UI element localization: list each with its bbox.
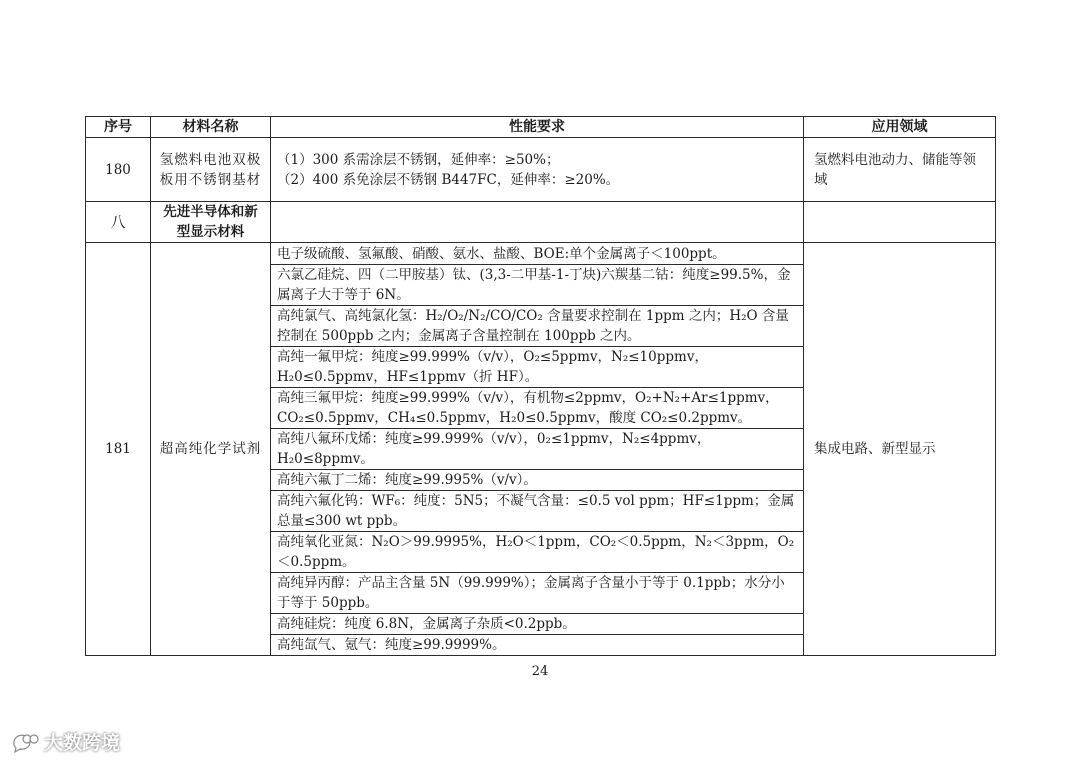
row-180-requirement: （1）300 系需涂层不锈钢，延伸率：≥50%； xyxy=(277,151,560,168)
page-number: 24 xyxy=(531,664,549,679)
header-performance: 性能要求 xyxy=(271,117,804,138)
row-180-material: 氢燃料电池双极板用不锈钢基材 xyxy=(151,138,271,202)
header-application: 应用领域 xyxy=(804,117,996,138)
requirements-table xyxy=(85,116,996,656)
row-181-application: 集成电路、新型显示 xyxy=(804,243,996,656)
row-181-requirement: 高纯六氟化钨：WF₆：纯度：5N5；不凝气含量：≤0.5 vol ppm；HF≤1ppm；金属总量≤300 wt ppb。 xyxy=(271,491,804,532)
row-181-requirement: 高纯八氟环戊烯：纯度≥99.999%（v/v），0₂≤1ppmv，N₂≤4ppmv，H₂0≤8ppmv。 xyxy=(271,429,804,470)
row-181-requirement: 高纯氧化亚氮：N₂O＞99.9995%，H₂O＜1ppm，CO₂＜0.5ppm，N₂＜3ppm，O₂＜0.5ppm。 xyxy=(271,532,804,573)
row-181-index: 181 xyxy=(86,243,151,656)
row-180-requirement: （2）400 系免涂层不锈钢 B447FC，延伸率：≥20%。 xyxy=(277,171,620,188)
watermark-text: 大数跨境 xyxy=(44,732,121,754)
row-180-application: 氢燃料电池动力、储能等领域 xyxy=(804,138,996,202)
row-181-requirement: 高纯三氟甲烷：纯度≥99.999%（v/v），有机物≤2ppmv，O₂+N₂+Ar≤1ppmv，CO₂≤0.5ppmv，CH₄≤0.5ppmv，H₂0≤0.5ppmv，酸度 CO₂≤0.2ppmv。 xyxy=(271,388,804,429)
table-row-180 xyxy=(86,138,996,202)
row-181-material: 超高纯化学试剂 xyxy=(151,243,271,656)
header-material: 材料名称 xyxy=(151,117,271,138)
row-180-requirements xyxy=(271,138,804,202)
row-181-requirement: 高纯一氟甲烷：纯度≥99.999%（v/v），O₂≤5ppmv，N₂≤10ppmv，H₂0≤0.5ppmv，HF≤1ppmv（折 HF）。 xyxy=(271,347,804,388)
section-8-empty-cell xyxy=(804,202,996,243)
row-181-requirement: 高纯异丙醇：产品主含量 5N（99.999%）；金属离子含量小于等于 0.1ppb；水分小于等于 50ppb。 xyxy=(271,573,804,614)
row-181-requirement: 六氯乙硅烷、四（二甲胺基）钛、(3,3-二甲基-1-丁炔)六羰基二钴：纯度≥99.5%，金属离子大于等于 6N。 xyxy=(271,265,804,306)
row-181-requirement: 电子级硫酸、氢氟酸、硝酸、氨水、盐酸、BOE:单个金属离子＜100ppt。 xyxy=(271,243,804,265)
section-8-empty-cell xyxy=(271,202,804,243)
speech-bubble-logo-icon xyxy=(10,730,40,754)
row-181-requirement: 高纯六氟丁二烯：纯度≥99.995%（v/v）。 xyxy=(271,470,804,491)
row-181-requirement: 高纯氙气、氪气：纯度≥99.9999%。 xyxy=(271,635,804,656)
header-row xyxy=(86,117,996,138)
watermark xyxy=(10,728,120,755)
row-181-requirement: 高纯硅烷：纯度 6.8N，金属离子杂质<0.2ppb。 xyxy=(271,614,804,635)
row-181-requirement: 高纯氯气、高纯氯化氢：H₂/O₂/N₂/CO/CO₂ 含量要求控制在 1ppm 之内；H₂O 含量控制在 500ppb 之内；金属离子含量控制在 100ppb 之内。 xyxy=(271,306,804,347)
row-180-index: 180 xyxy=(86,138,151,202)
header-index: 序号 xyxy=(86,117,151,138)
table-row-181 xyxy=(86,243,996,265)
section-8-index: 八 xyxy=(86,202,151,243)
section-row-8 xyxy=(86,202,996,243)
section-8-title: 先进半导体和新型显示材料 xyxy=(151,202,271,243)
